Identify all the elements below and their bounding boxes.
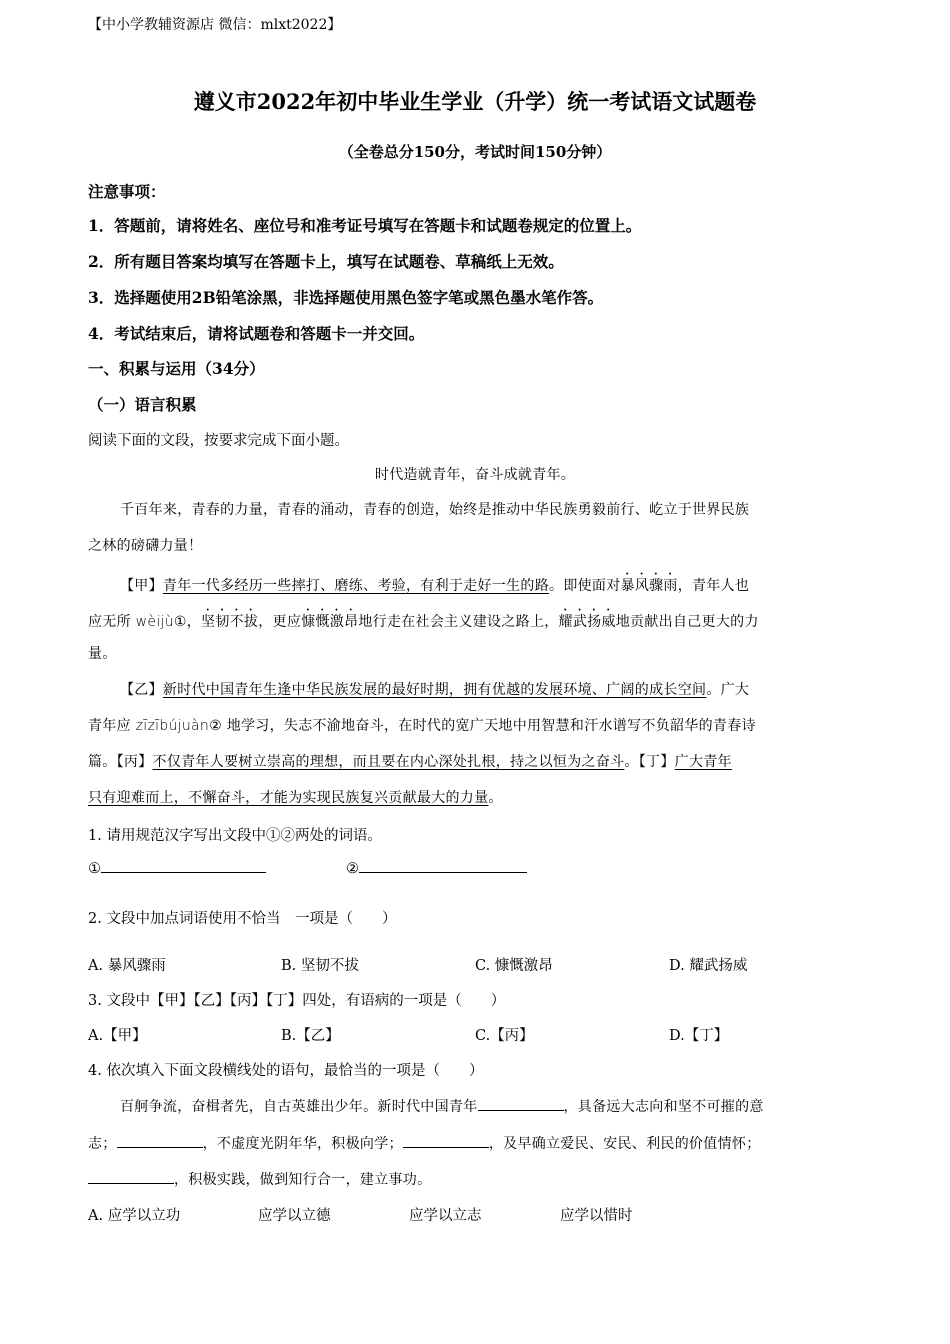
q3-option-b[interactable]: B.【乙】: [281, 1028, 340, 1044]
passage-line: 【乙】新时代中国青年生逢中华民族发展的最好时期，拥有优越的发展环境、广阔的成长空间。广大: [120, 682, 750, 698]
dotted-word: 耀武扬威: [558, 614, 616, 630]
exam-title: 遵义市2022年初中毕业生学业（升学）统一考试语文试题卷: [193, 89, 757, 114]
passage-line: 量。: [88, 646, 117, 662]
passage-line: 【甲】青年一代多经历一些摔打、磨练、考验，有利于走好一生的路。即使面对暴风骤雨，青年人也: [120, 578, 750, 594]
q3-option-a[interactable]: A.【甲】: [88, 1028, 147, 1044]
subsection-heading: （一）语言积累: [88, 395, 197, 414]
q2-option-c[interactable]: C. 慷慨激昂: [475, 958, 553, 974]
q4-option-item: 应学以立德: [258, 1208, 331, 1224]
q3-option-d[interactable]: D.【丁】: [669, 1028, 729, 1044]
question-1: 1. 请用规范汉字写出文段中①②两处的词语。: [88, 828, 382, 844]
passage-line: 之林的磅礴力量！: [88, 538, 203, 554]
q4-option-item: 应学以惜时: [560, 1208, 633, 1224]
sentence-tag-ding: 【丁】: [638, 754, 675, 770]
reading-instruction: 阅读下面的文段，按要求完成下面小题。: [88, 433, 349, 449]
q4-passage-line: ，积极实践，做到知行合一，建立事功。: [88, 1169, 431, 1189]
question-2: 2. 文段中加点词语使用不恰当 一项是（ ）: [88, 911, 397, 927]
sentence-yi: 新时代中国青年生逢中华民族发展的最好时期，拥有优越的发展环境、广阔的成长空间: [162, 682, 707, 698]
passage-line: 青年应 zīzībújuàn② 地学习，失志不渝地奋斗，在时代的宽广天地中用智慧和汗水谱写不负韶华的青春诗: [88, 718, 756, 734]
sentence-bing: 不仅青年人要树立崇高的理想，而且要在内心深处扎根，持之以恒为之奋斗: [152, 754, 625, 770]
dotted-word: 坚韧不拔: [201, 614, 259, 630]
passage-line: 千百年来，青春的力量，青春的涌动，青春的创造，始终是推动中华民族勇毅前行、屹立于世界民族: [120, 502, 750, 518]
q4-passage-line: 百舸争流，奋楫者先，自古英雄出少年。新时代中国青年 ，具备远大志向和坚不可摧的意: [120, 1096, 764, 1116]
q4-option-a[interactable]: A. 应学以立功: [88, 1208, 181, 1224]
q3-option-c[interactable]: C.【丙】: [475, 1028, 534, 1044]
section-heading: 一、积累与运用（34分）: [88, 359, 265, 378]
passage-line: 篇。【丙】不仅青年人要树立崇高的理想，而且要在内心深处扎根，持之以恒为之奋斗。【丁】广大青年: [88, 754, 732, 770]
q4-option-item: 应学以立志: [409, 1208, 482, 1224]
sentence-ding: 只有迎难而上，不懈奋斗，才能为实现民族复兴贡献最大的力量: [88, 790, 489, 806]
watermark-header: 【中小学教辅资源店 微信：mlxt2022】: [88, 17, 342, 33]
sentence-tag-bing: 【丙】: [116, 754, 153, 770]
q2-option-d[interactable]: D. 耀武扬威: [669, 958, 748, 974]
question-4: 4. 依次填入下面文段横线处的语句，最恰当的一项是（ ）: [88, 1063, 484, 1079]
notice-heading: 注意事项：: [88, 182, 166, 201]
passage-title: 时代造就青年，奋斗成就青年。: [374, 467, 576, 483]
sentence-tag-jia: 【甲】: [120, 578, 163, 594]
sentence-tag-yi: 【乙】: [120, 682, 163, 698]
passage-line: 应无所 wèijù①，坚韧不拔，更应慷慨激昂地行走在社会主义建设之路上，耀武扬威地贡献出自己更大的力: [88, 614, 759, 630]
q4-passage-line: 志； ，不虚度光阴年华，积极向学； ，及早确立爱民、安民、利民的价值情怀；: [88, 1133, 761, 1153]
notice-item: 4．考试结束后，请将试题卷和答题卡一并交回。: [88, 324, 425, 343]
dotted-word: 暴风骤雨: [620, 578, 678, 594]
passage-line: 只有迎难而上，不懈奋斗，才能为实现民族复兴贡献最大的力量。: [88, 790, 503, 806]
sentence-ding: 广大青年: [674, 754, 732, 770]
dotted-word: 慷慨激昂: [301, 614, 359, 630]
notice-item: 1．答题前，请将姓名、座位号和准考证号填写在答题卡和试题卷规定的位置上。: [88, 216, 642, 235]
notice-item: 2．所有题目答案均填写在答题卡上，填写在试题卷、草稿纸上无效。: [88, 252, 564, 271]
exam-subtitle: （全卷总分150分，考试时间150分钟）: [338, 143, 612, 161]
sentence-jia: 青年一代多经历一些摔打、磨练、考验，有利于走好一生的路: [162, 578, 550, 594]
q2-option-b[interactable]: B. 坚韧不拔: [281, 958, 359, 974]
answer-blank-2[interactable]: ②: [346, 858, 527, 877]
answer-blank-1[interactable]: ①: [88, 858, 266, 877]
q2-option-a[interactable]: A. 暴风骤雨: [88, 958, 166, 974]
notice-item: 3．选择题使用2B铅笔涂黑，非选择题使用黑色签字笔或黑色墨水笔作答。: [88, 288, 604, 307]
question-3: 3. 文段中【甲】【乙】【丙】【丁】四处，有语病的一项是（ ）: [88, 993, 506, 1009]
